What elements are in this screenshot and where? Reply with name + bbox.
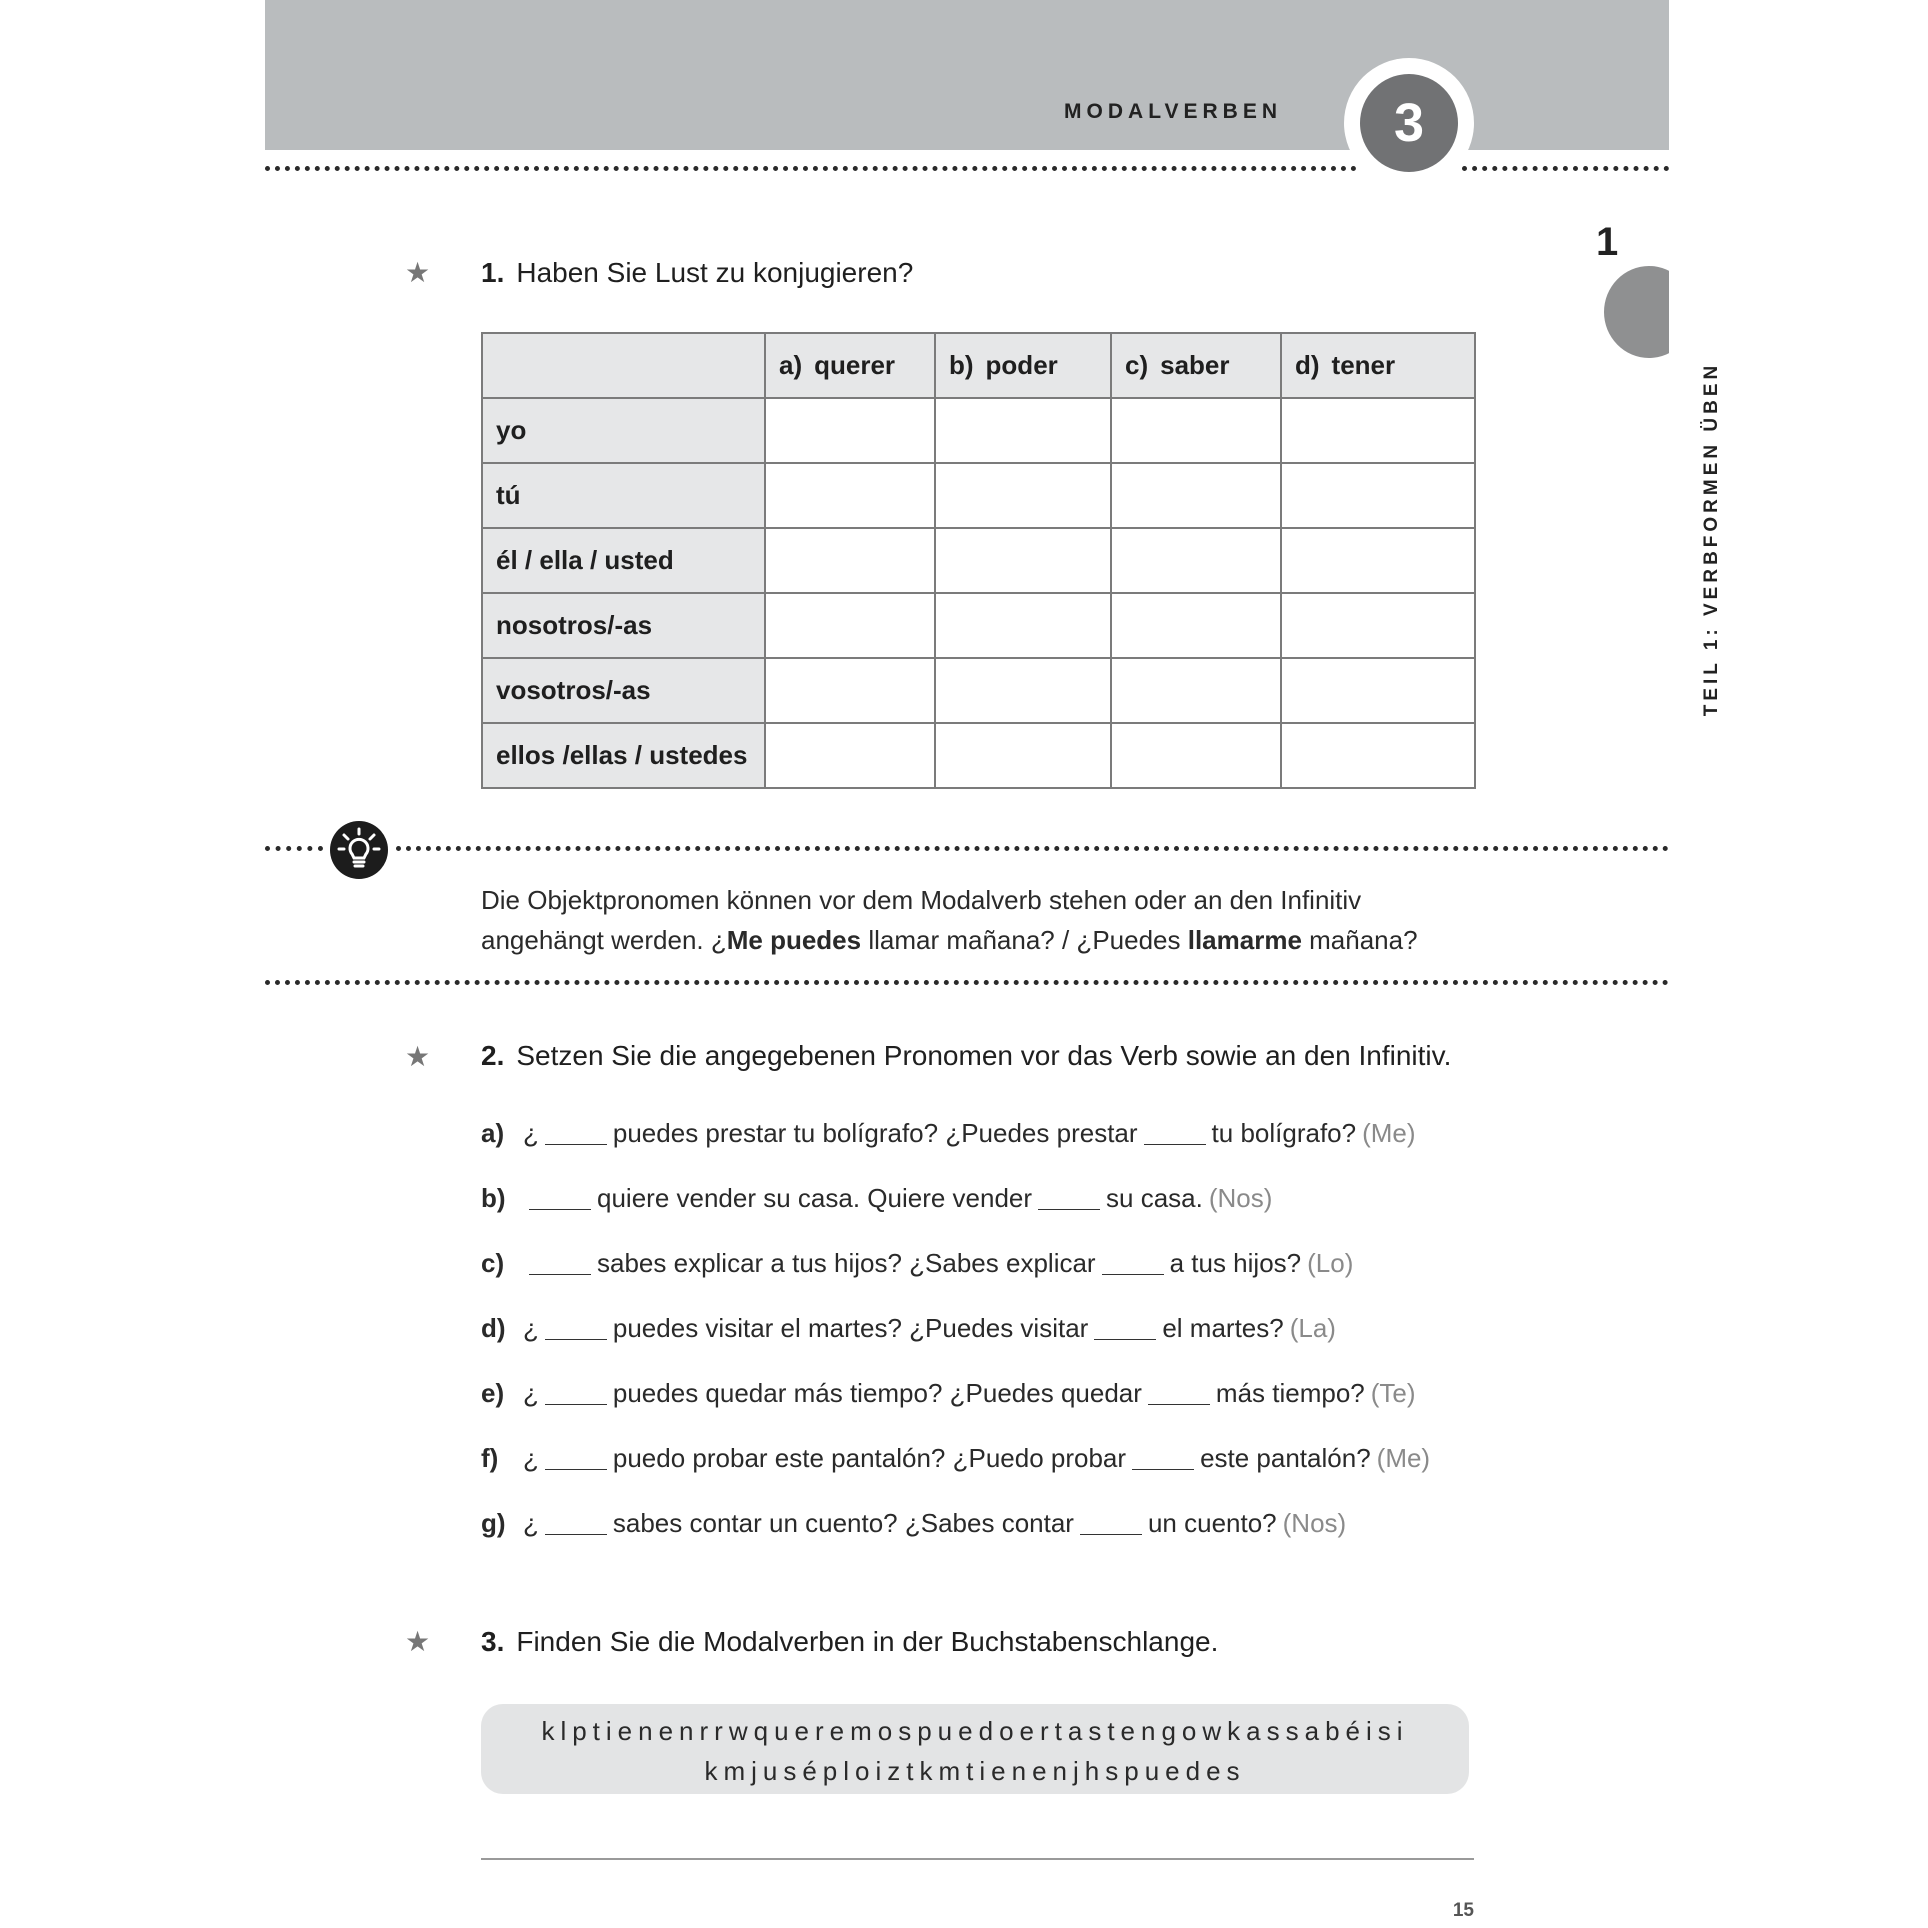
difficulty-star-icon: ★ (405, 1626, 431, 1657)
answer-cell[interactable] (765, 723, 935, 788)
list-item: b) quiere vender su casa. Quiere vender su casa. (Nos) (481, 1183, 1273, 1213)
row-label: él / ella / usted (482, 528, 765, 593)
fill-in-blank[interactable] (1144, 1120, 1206, 1145)
fill-in-blank[interactable] (529, 1185, 591, 1210)
tip-line-2: angehängt werden. ¿Me puedes llamar mañana? / ¿Puedes llamarme mañana? (481, 925, 1418, 955)
answer-cell[interactable] (1111, 463, 1281, 528)
exercise-2-heading (481, 1040, 1451, 1072)
column-header: c) saber (1111, 333, 1281, 398)
row-label: tú (482, 463, 765, 528)
tip-line-1: Die Objektpronomen können vor dem Modalverb stehen oder an den Infinitiv (481, 885, 1362, 915)
letter-snake-line-2: kmjuséploiztkmtienenjhspuedes (704, 1756, 1246, 1786)
answer-cell[interactable] (1281, 658, 1475, 723)
row-label: ellos /ellas / ustedes (482, 723, 765, 788)
tip-dotted-divider-left (265, 846, 323, 851)
list-item: a) ¿ puedes prestar tu bolígrafo? ¿Puedes prestar tu bolígrafo? (Me) (481, 1118, 1416, 1148)
fill-in-blank[interactable] (1132, 1445, 1194, 1470)
part-number: 1 (1596, 220, 1619, 264)
column-header: b) poder (935, 333, 1111, 398)
footer-rule (481, 1858, 1474, 1860)
table-header-row (482, 333, 1475, 398)
fill-in-blank[interactable] (545, 1510, 607, 1535)
list-item: c) sabes explicar a tus hijos? ¿Sabes explicar a tus hijos? (Lo) (481, 1248, 1354, 1278)
chapter-title: MODALVERBEN (1064, 100, 1282, 123)
exercise-3-heading (481, 1626, 1218, 1658)
fill-in-blank[interactable] (1080, 1510, 1142, 1535)
table-row (482, 528, 1475, 593)
page-number: 15 (1452, 1900, 1474, 1921)
pronoun-hint: (Nos) (1282, 1508, 1347, 1538)
conjugation-table (481, 332, 1476, 789)
answer-cell[interactable] (765, 463, 935, 528)
table-row (482, 463, 1475, 528)
lightbulb-icon (330, 821, 388, 879)
pronoun-hint: (Me) (1376, 1443, 1431, 1473)
answer-cell[interactable] (1281, 398, 1475, 463)
row-label: nosotros/-as (482, 593, 765, 658)
answer-cell[interactable] (935, 593, 1111, 658)
fill-in-blank[interactable] (529, 1250, 591, 1275)
difficulty-star-icon: ★ (405, 257, 431, 288)
answer-cell[interactable] (935, 528, 1111, 593)
answer-cell[interactable] (1111, 723, 1281, 788)
exercise-number: 3. (481, 1626, 505, 1657)
answer-cell[interactable] (935, 463, 1111, 528)
pronoun-hint: (Lo) (1307, 1248, 1354, 1278)
header-dotted-divider-right (1462, 166, 1669, 171)
answer-cell[interactable] (1281, 593, 1475, 658)
tip-dotted-divider (396, 846, 1669, 851)
table-row (482, 398, 1475, 463)
answer-cell[interactable] (1281, 528, 1475, 593)
pronoun-hint: (Me) (1362, 1118, 1416, 1148)
list-item: d) ¿ puedes visitar el martes? ¿Puedes visitar el martes? (La) (481, 1313, 1336, 1343)
fill-in-blank[interactable] (545, 1315, 607, 1340)
answer-cell[interactable] (765, 593, 935, 658)
answer-cell[interactable] (765, 398, 935, 463)
fill-in-blank[interactable] (1094, 1315, 1156, 1340)
answer-cell[interactable] (935, 658, 1111, 723)
exercise-instruction: Finden Sie die Modalverben in der Buchstabenschlange. (516, 1626, 1219, 1657)
answer-cell[interactable] (765, 528, 935, 593)
pronoun-hint: (Nos) (1208, 1183, 1273, 1213)
table-corner-cell (482, 333, 765, 398)
tip-text (481, 880, 1481, 960)
difficulty-star-icon: ★ (405, 1041, 431, 1072)
answer-cell[interactable] (1111, 658, 1281, 723)
fill-in-blank[interactable] (1148, 1380, 1210, 1405)
answer-cell[interactable] (1111, 593, 1281, 658)
exercise-instruction: Haben Sie Lust zu konjugieren? (516, 257, 914, 288)
answer-cell[interactable] (1111, 528, 1281, 593)
fill-in-blank[interactable] (1102, 1250, 1164, 1275)
letter-snake-line-1: klptienenrrwqueremospuedoertastengowkassabéisi (541, 1716, 1409, 1746)
answer-cell[interactable] (765, 658, 935, 723)
exercise-1-heading (481, 257, 913, 289)
pronoun-hint: (La) (1289, 1313, 1336, 1343)
list-item: g) ¿ sabes contar un cuento? ¿Sabes contar un cuento? (Nos) (481, 1508, 1347, 1538)
fill-in-blank[interactable] (545, 1120, 607, 1145)
fill-in-blank[interactable] (545, 1445, 607, 1470)
exercise-instruction: Setzen Sie die angegebenen Pronomen vor das Verb sowie an den Infinitiv. (516, 1040, 1452, 1071)
table-row (482, 593, 1475, 658)
column-header: d) tener (1281, 333, 1475, 398)
answer-cell[interactable] (935, 398, 1111, 463)
row-label: yo (482, 398, 765, 463)
pronoun-hint: (Te) (1370, 1378, 1416, 1408)
answer-cell[interactable] (935, 723, 1111, 788)
list-item: f) ¿ puedo probar este pantalón? ¿Puedo probar este pantalón? (Me) (481, 1443, 1431, 1473)
answer-cell[interactable] (1281, 723, 1475, 788)
table-row (482, 658, 1475, 723)
exercise-number: 2. (481, 1040, 505, 1071)
header-dotted-divider (265, 166, 1357, 171)
fill-in-blank[interactable] (545, 1380, 607, 1405)
chapter-number-badge: 3 (1360, 74, 1458, 172)
table-row (482, 723, 1475, 788)
tip-dotted-divider-bottom (265, 980, 1669, 985)
column-header: a) querer (765, 333, 935, 398)
answer-cell[interactable] (1111, 398, 1281, 463)
fill-in-blank[interactable] (1038, 1185, 1100, 1210)
row-label: vosotros/-as (482, 658, 765, 723)
list-item: e) ¿ puedes quedar más tiempo? ¿Puedes quedar más tiempo? (Te) (481, 1378, 1416, 1408)
part-label: TEIL 1: VERBFORMEN ÜBEN (1701, 361, 1722, 717)
exercise-number: 1. (481, 257, 505, 288)
answer-cell[interactable] (1281, 463, 1475, 528)
